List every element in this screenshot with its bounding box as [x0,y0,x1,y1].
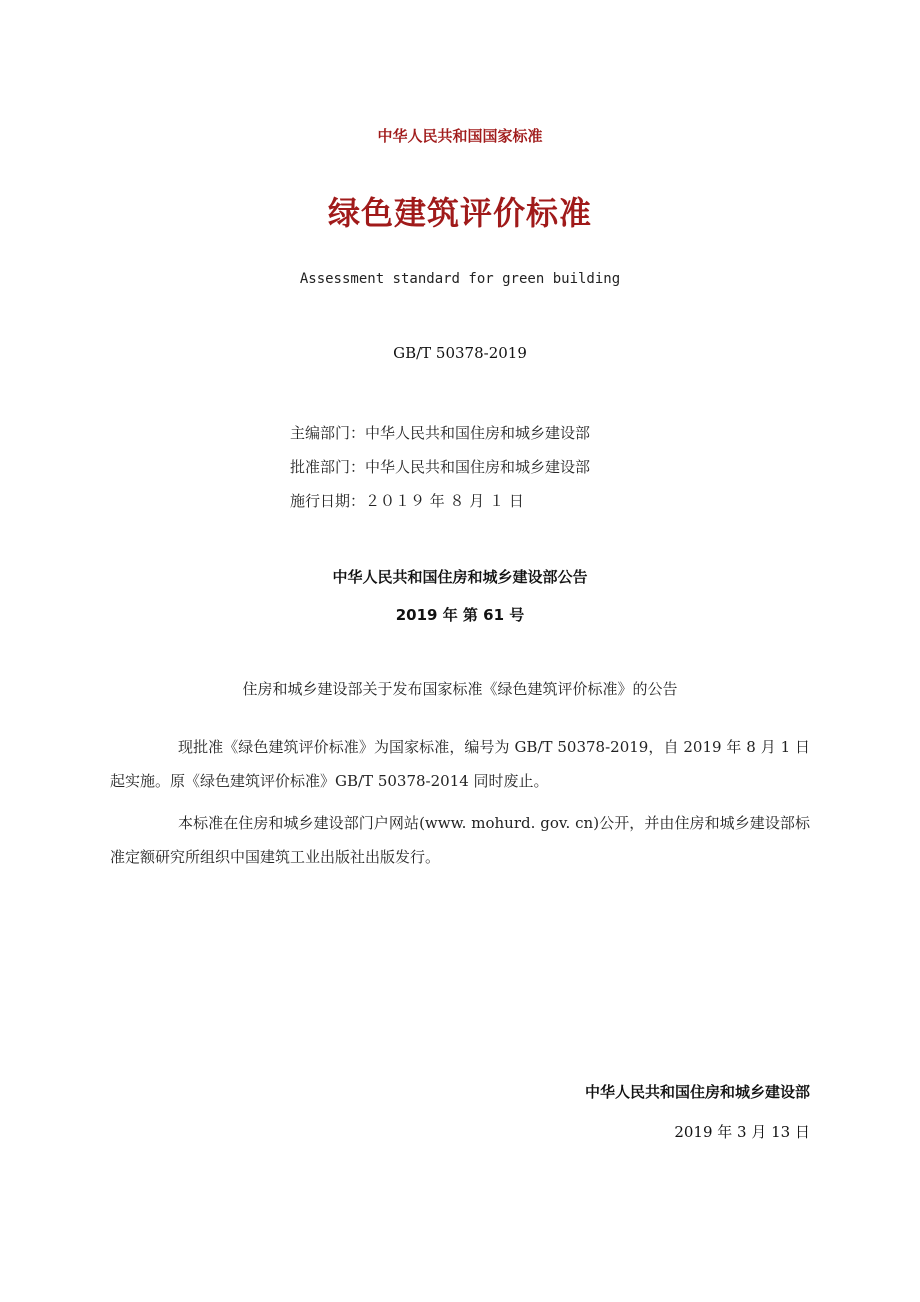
signature-block [585,1080,810,1144]
approval-department: 批准部门：中华人民共和国住房和城乡建设部 [290,458,591,476]
notice-number: 2019 年 第 61 号 [395,606,525,624]
notice-body-paragraph-2 [110,806,810,874]
signing-organization: 中华人民共和国住房和城乡建设部 [584,1083,810,1101]
document-title: 绿色建筑评价标准 [327,194,592,232]
paragraph-text: 本标准在住房和城乡建设部门户网站(www. mohurd. gov. cn)公开，并由住房和城乡建设部标准定额研究所组织中国建筑工业出版社出版发行。 [110,814,810,866]
metadata-block [290,416,590,518]
notice-body-paragraph-1 [110,730,810,798]
notice-title: 中华人民共和国住房和城乡建设部公告 [332,568,588,586]
signing-date: 2019 年 3 月 13 日 [674,1123,810,1141]
standard-category: 中华人民共和国国家标准 [377,127,543,145]
notice-subject: 住房和城乡建设部关于发布国家标准《绿色建筑评价标准》的公告 [242,680,678,698]
standard-code: GB/T 50378-2019 [393,344,527,362]
chief-department: 主编部门：中华人民共和国住房和城乡建设部 [290,424,591,442]
effective-date: 施行日期：２０１９ 年 ８ 月 １ 日 [290,492,524,510]
english-subtitle: Assessment standard for green building [299,271,621,287]
paragraph-text: 现批准《绿色建筑评价标准》为国家标准，编号为 GB/T 50378-2019，自 2019 年 8 月 1 日起实施。原《绿色建筑评价标准》GB/T 50378-2014 同时废止。 [110,738,810,790]
